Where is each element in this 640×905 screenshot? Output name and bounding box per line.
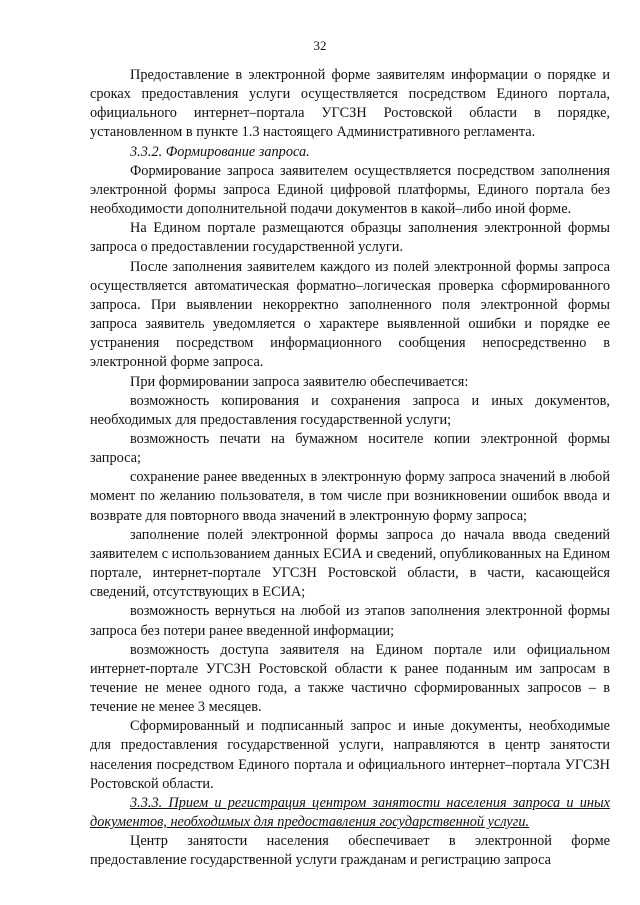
paragraph-info-provision: Предоставление в электронной форме заявителям информации о порядке и сроках предоставления услуги осуществляется посредством Единого портала, официального интернет–портала УГСЗН Ростовской области в порядке, установленном в пункте 1.3 настоящего Административного регламента. [90,67,610,141]
document-body [90,66,610,871]
list-item-print: возможность печати на бумажном носителе копии электронной формы запроса; [90,430,610,467]
list-item-prefill: заполнение полей электронной формы запроса до начала ввода сведений заявителем с использованием данных ЕСИА и сведений, опубликованных на Едином портале, интернет-портале УГСЗН Ростовской области, в части, касающейся сведений, отсутствующих в ЕСИА; [90,526,610,601]
paragraph-provided-list-intro: При формировании запроса заявителю обеспечивается: [130,373,469,390]
paragraph-format-check: После заполнения заявителем каждого из полей электронной формы запроса осуществляется автоматическая форматно–логическая проверка сформированного запроса. При выявлении некорректно заполненного поля электронной формы запроса заявитель уведомляется о характере выявленной ошибки и порядке ее устранения посредством информационного сообщения непосредственно в электронной форме запроса. [90,258,610,371]
page-number: 32 [313,38,327,53]
list-item-access-history: возможность доступа заявителя на Едином портале или официальном интернет-портале УГСЗН Ростовской области к ранее поданным им запросам в течение не менее одного года, а также частично сформированных запросов – в течение не менее 3 месяцев. [90,641,610,716]
paragraph-request-formation: Формирование запроса заявителем осуществляется посредством заполнения электронной формы запроса Единой цифровой платформы, Единого портала без необходимости дополнительной подачи документов в какой–либо иной форме. [90,162,610,218]
list-item-return-step: возможность вернуться на любой из этапов заполнения электронной формы запроса без потери ранее введенной информации; [90,603,610,639]
list-item-save-values: сохранение ранее введенных в электронную форму запроса значений в любой момент по желанию пользователя, в том числе при возникновении ошибок ввода и возврате для повторного ввода значений в электронную форму запроса; [90,469,610,524]
section-heading-3-3-2: 3.3.2. Формирование запроса. [130,143,310,160]
paragraph-samples: На Едином портале размещаются образцы заполнения электронной формы запроса о предоставлении государственной услуги. [90,220,610,256]
paragraph-employment-center: Центр занятости населения обеспечивает в электронной форме предоставление государственной услуги гражданам и регистрацию запроса [90,833,610,869]
paragraph-signed-request: Сформированный и подписанный запрос и иные документы, необходимые для предоставления государственной услуги, направляются в центр занятости населения посредством Единого портала и официального интернет–портала УГСЗН Ростовской области. [90,718,610,792]
section-heading-3-3-3: 3.3.3. Прием и регистрация центром занятости населения запроса и иных документов, необходимых для предоставления государственной услуги. [90,794,610,831]
list-item-copy-save: возможность копирования и сохранения запроса и иных документов, необходимых для предоставления государственной услуги; [90,392,610,428]
